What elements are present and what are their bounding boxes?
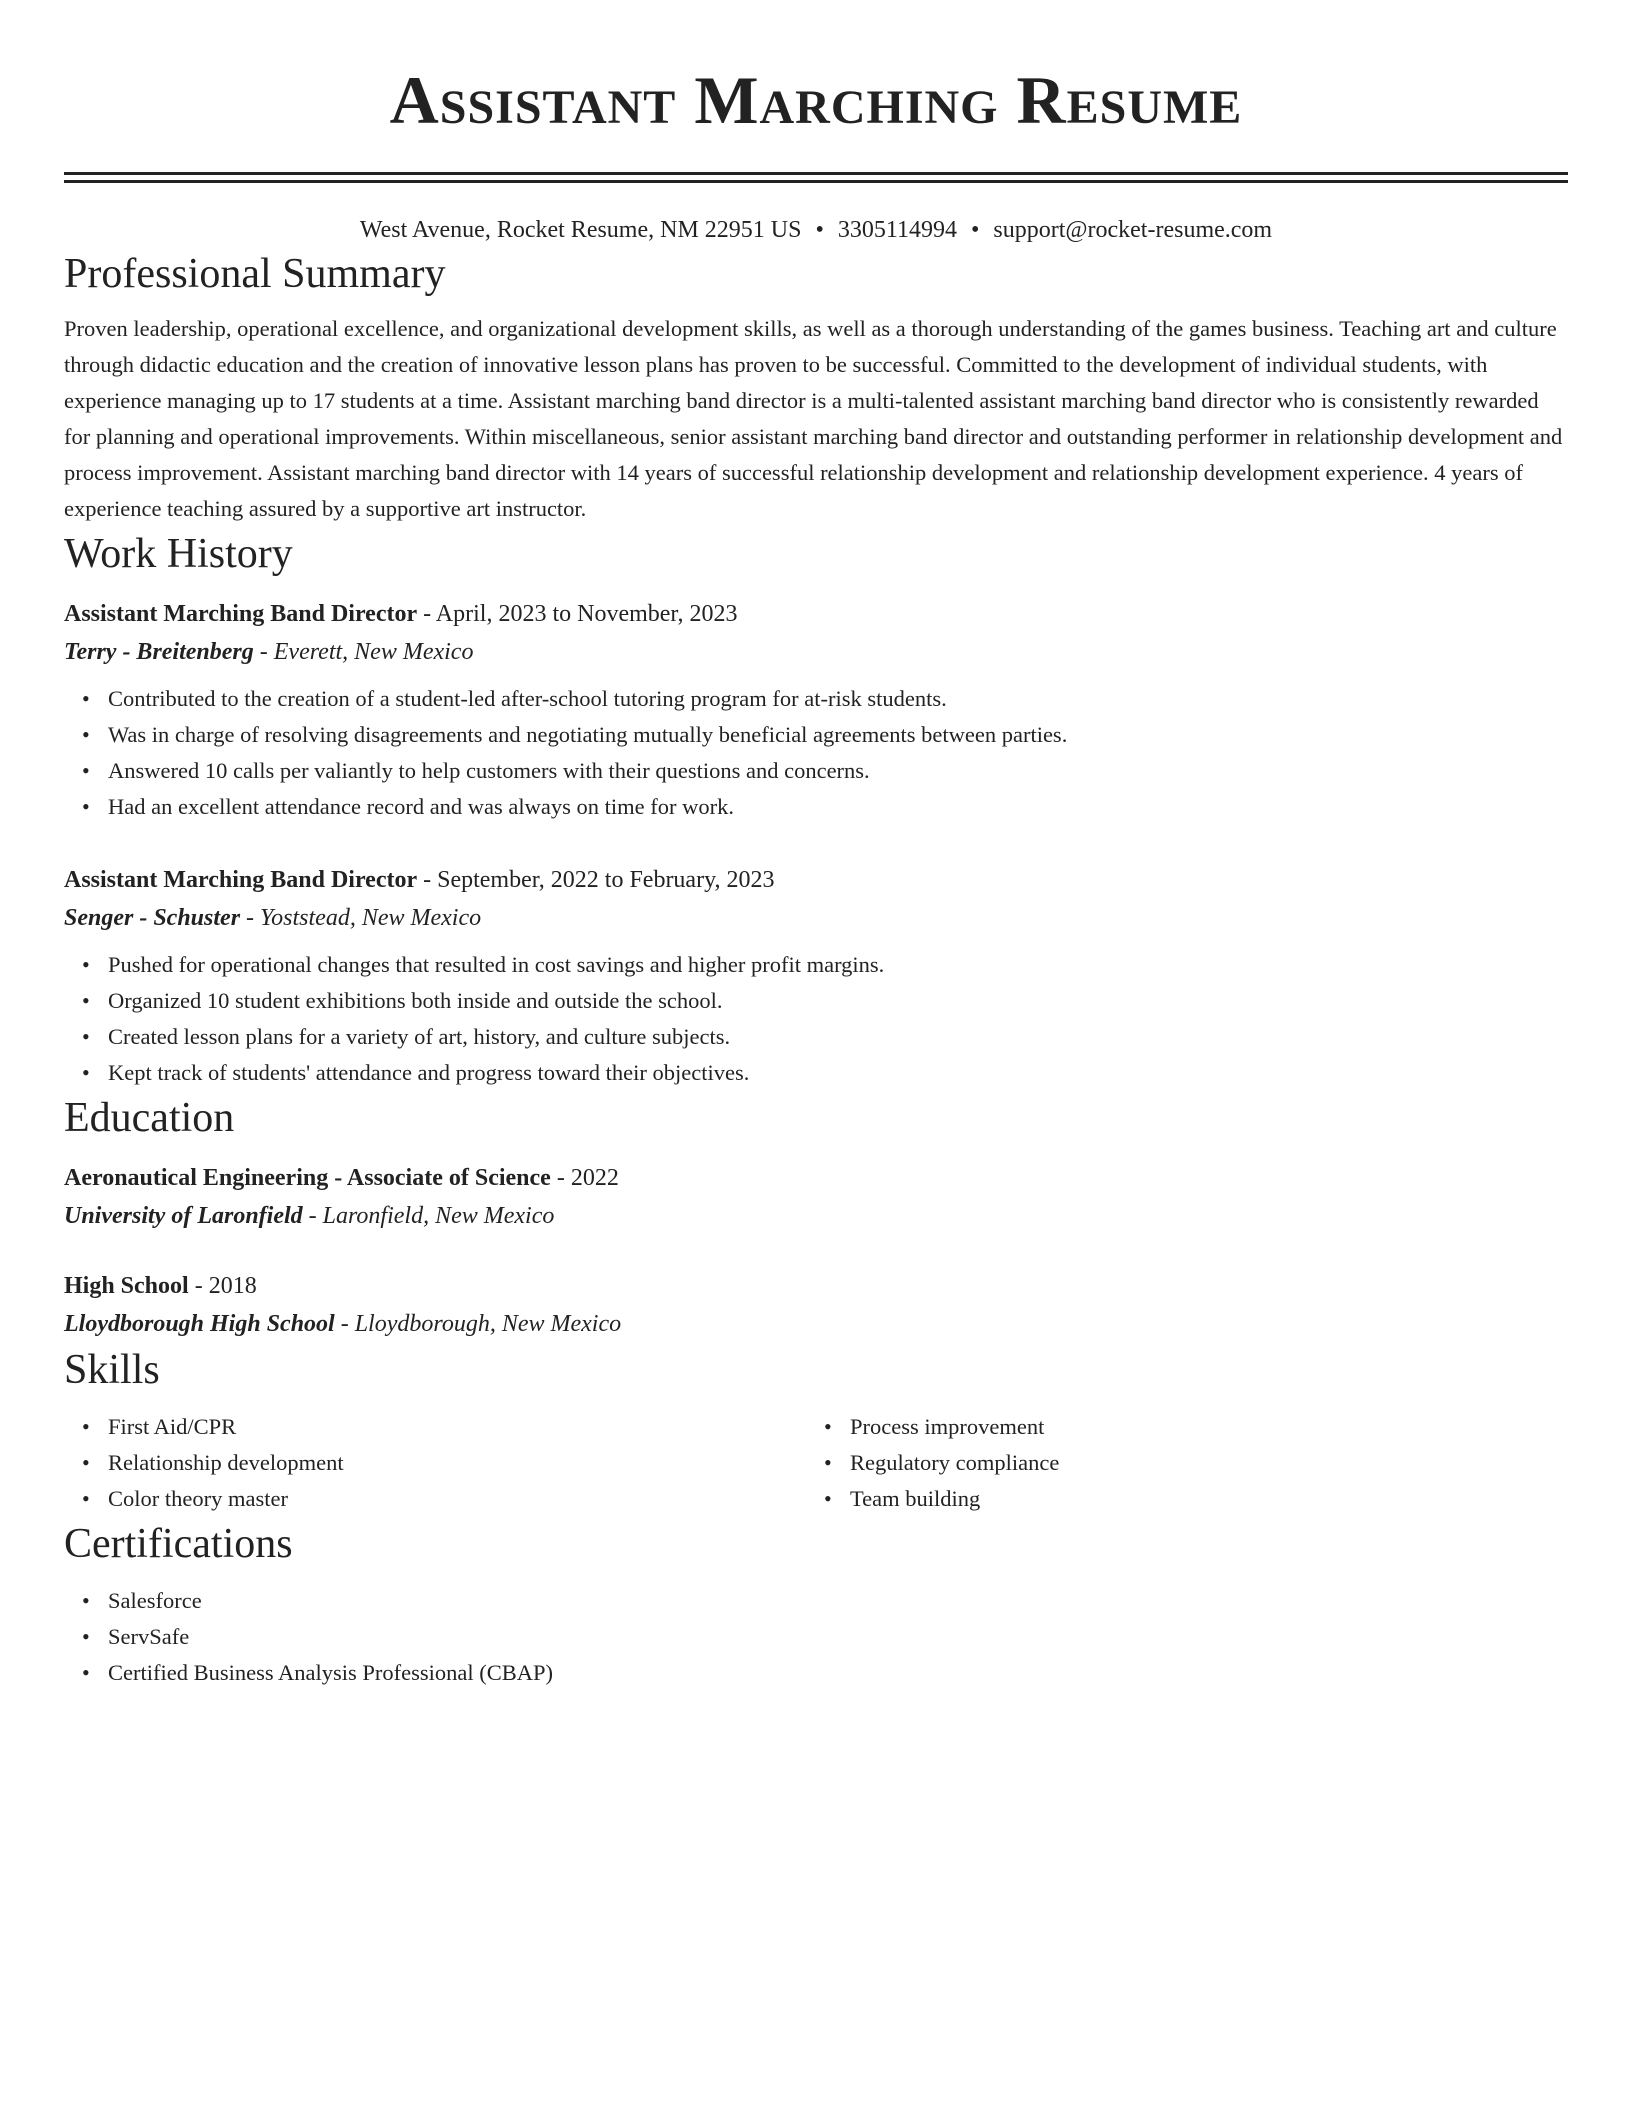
summary-text: Proven leadership, operational excellence, and organizational development skills, as well as a thorough understanding of the games business. Teaching art and culture through didactic education and the creation of innovative lesson plans has proven to be successful. Committed to the development of individual students, with experience managing up to 17 students at a time. Assistant marching band director is a multi-talented assistant marching band director who is consistently rewarded for planning and operational improvements. Within miscellaneous, senior assistant marching band director and outstanding performer in relationship development and process improvement. Assistant marching band director with 14 years of successful relationship development and relationship development experience. 4 years of experience teaching assured by a supportive art instructor. [64,316,1563,521]
skills-grid [64,1409,1568,1517]
job-bullet-text: Organized 10 student exhibitions both inside and outside the school. [108,988,723,1013]
certification-text: Certified Business Analysis Professional (CBAP) [108,1660,553,1685]
education-degree-line [64,1159,1568,1197]
skills-column-right [806,1409,1548,1517]
contact-separator: • [815,217,824,243]
certification-text: ServSafe [108,1624,190,1649]
education-heading: Education [64,1095,235,1141]
contact-line [64,213,1568,247]
job-location: - Everett, New Mexico [253,639,474,665]
education-entry [64,1159,1568,1235]
bullet-icon: • [824,1486,832,1511]
job-title: Assistant Marching Band Director [64,601,418,627]
education-school: University of Laronfield [64,1203,303,1229]
job-title-line [64,861,1568,899]
education-degree-line [64,1267,1568,1305]
education-degree: Aeronautical Engineering - Associate of Science [64,1165,551,1191]
skill-text: Process improvement [850,1414,1045,1439]
bullet-icon: • [82,686,90,711]
job-company-line [64,633,1568,671]
skill-text: Regulatory compliance [850,1450,1060,1475]
list-item [82,1409,806,1445]
job-bullet-text: Had an excellent attendance record and was always on time for work. [108,794,734,819]
job-bullet-text: Contributed to the creation of a student-led after-school tutoring program for at-risk students. [108,686,947,711]
list-item [82,753,1568,789]
education-entry [64,1267,1568,1343]
skill-text: First Aid/CPR [108,1414,237,1439]
job-bullet-text: Kept track of students' attendance and progress toward their objectives. [108,1060,750,1085]
bullet-icon: • [82,952,90,977]
education-school: Lloydborough High School [64,1311,335,1337]
education-school-line [64,1197,1568,1235]
bullet-icon: • [82,1414,90,1439]
list-item [82,789,1568,825]
skill-text: Relationship development [108,1450,344,1475]
contact-email: support@rocket-resume.com [993,217,1273,243]
job-location: - Yoststead, New Mexico [240,905,482,931]
job-entry [64,595,1568,825]
bullet-icon: • [82,1024,90,1049]
list-item [82,1481,806,1517]
list-item [824,1481,1548,1517]
contact-phone: 3305114994 [837,217,957,243]
list-item [82,1655,1568,1691]
job-bullet-text: Was in charge of resolving disagreements and negotiating mutually beneficial agreements between parties. [108,722,1068,747]
job-company-line [64,899,1568,937]
bullet-icon: • [824,1450,832,1475]
summary-heading: Professional Summary [64,251,446,297]
certification-text: Salesforce [108,1588,202,1613]
bullet-icon: • [82,1624,90,1649]
bullet-icon: • [82,1450,90,1475]
job-dates: - April, 2023 to November, 2023 [417,601,738,627]
education-year: - 2018 [188,1273,257,1299]
bullet-icon: • [82,1588,90,1613]
education-location: - Lloydborough, New Mexico [334,1311,622,1337]
header-double-rule [64,172,1568,183]
list-item [82,681,1568,717]
job-entry [64,861,1568,1091]
job-bullet-list [64,681,1568,825]
skills-list [64,1409,806,1517]
job-title-line [64,595,1568,633]
certifications-heading: Certifications [64,1521,293,1567]
bullet-icon: • [82,1660,90,1685]
list-item [82,1019,1568,1055]
job-bullet-text: Created lesson plans for a variety of art, history, and culture subjects. [108,1024,731,1049]
job-bullet-text: Pushed for operational changes that resulted in cost savings and higher profit margins. [108,952,885,977]
list-item [82,1619,1568,1655]
list-item [82,717,1568,753]
job-title: Assistant Marching Band Director [64,867,418,893]
job-company: Terry - Breitenberg [64,639,254,665]
skill-text: Team building [850,1486,981,1511]
education-degree: High School [64,1273,189,1299]
job-dates: - September, 2022 to February, 2023 [417,867,775,893]
job-bullet-text: Answered 10 calls per valiantly to help customers with their questions and concerns. [108,758,870,783]
bullet-icon: • [82,722,90,747]
bullet-icon: • [82,1060,90,1085]
education-year: - 2022 [550,1165,619,1191]
skill-text: Color theory master [108,1486,288,1511]
list-item [824,1409,1548,1445]
bullet-icon: • [82,988,90,1013]
list-item [824,1445,1548,1481]
work-history-heading: Work History [64,531,293,577]
skills-heading: Skills [64,1347,160,1393]
list-item [82,1445,806,1481]
contact-address: West Avenue, Rocket Resume, NM 22951 US [359,217,802,243]
list-item [82,1583,1568,1619]
list-item [82,983,1568,1019]
bullet-icon: • [82,1486,90,1511]
certifications-list [64,1583,1568,1691]
job-company: Senger - Schuster [64,905,241,931]
bullet-icon: • [82,794,90,819]
education-location: - Laronfield, New Mexico [302,1203,555,1229]
education-school-line [64,1305,1568,1343]
job-bullet-list [64,947,1568,1091]
skills-list [806,1409,1548,1517]
bullet-icon: • [82,758,90,783]
bullet-icon: • [824,1414,832,1439]
list-item [82,1055,1568,1091]
skills-column-left [64,1409,806,1517]
resume-name: Assistant Marching Resume [389,62,1243,138]
list-item [82,947,1568,983]
contact-separator: • [971,217,980,243]
